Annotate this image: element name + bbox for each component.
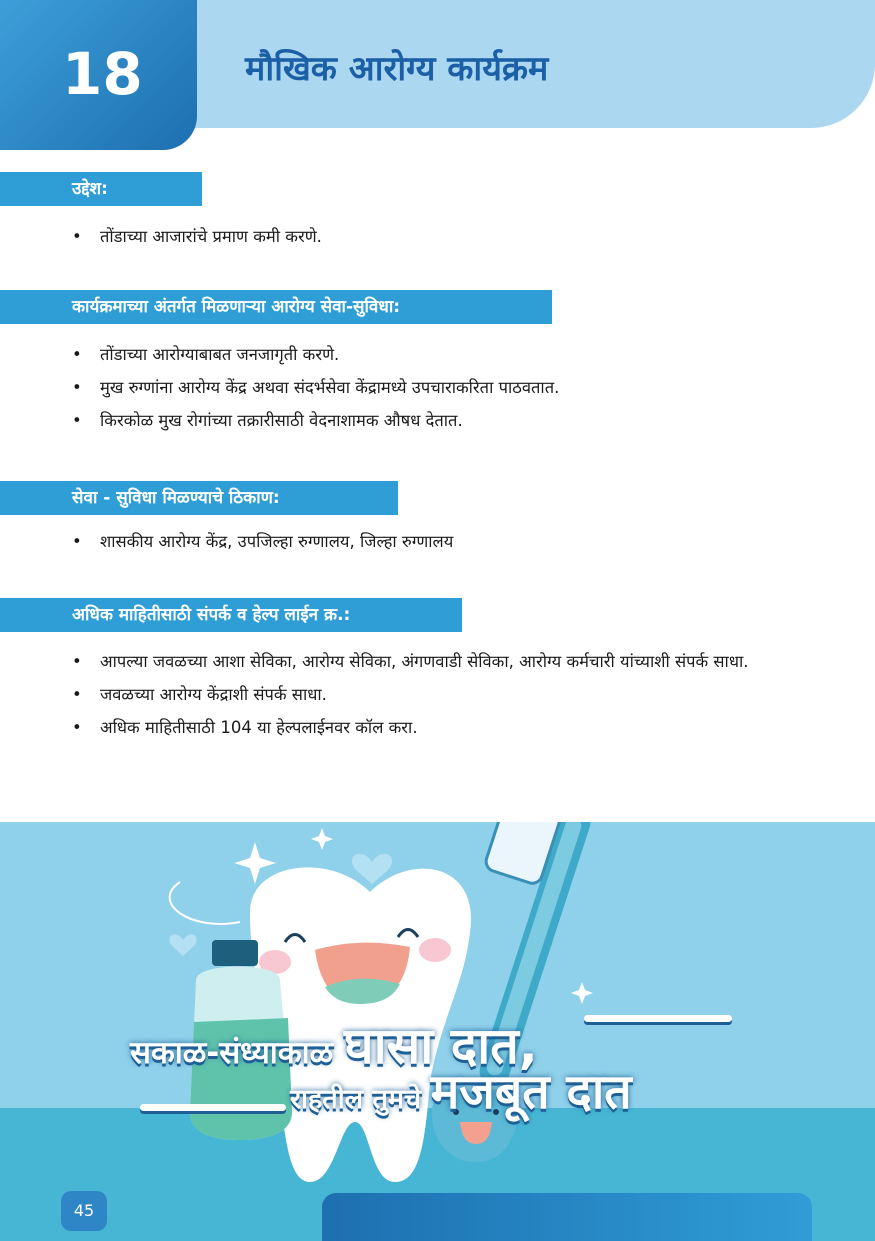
slogan-dash — [140, 1104, 286, 1111]
heart-icon — [169, 934, 196, 956]
objective-list — [72, 220, 832, 253]
section-label-objective: उद्देश: — [0, 172, 202, 206]
chapter-number-box — [0, 0, 197, 150]
services-list — [72, 338, 832, 437]
list-item: • तोंडाच्या आरोग्याबाबत जनजागृती करणे. — [72, 338, 832, 371]
list-item: • अधिक माहितीसाठी 104 या हेल्पलाईनवर कॉल करा. — [72, 711, 832, 744]
page-number: 45 — [61, 1191, 107, 1231]
slogan-line-2-big: मजबूत दात — [430, 1064, 632, 1120]
slogan-line-1-big: घासा दात, — [344, 1017, 538, 1075]
list-item: • शासकीय आरोग्य केंद्र, उपजिल्हा रुग्णालय, जिल्हा रुग्णालय — [72, 525, 832, 558]
section-label-contact: अधिक माहितीसाठी संपर्क व हेल्प लाईन क्र.: — [0, 598, 462, 632]
heart-icon — [352, 854, 392, 884]
footer-tab — [322, 1193, 812, 1241]
list-item: • आपल्या जवळच्या आशा सेविका, आरोग्य सेविका, अंगणवाडी सेविका, आरोग्य कर्मचारी यांच्याशी संपर्क साधा. — [72, 645, 832, 678]
list-item: • तोंडाच्या आजारांचे प्रमाण कमी करणे. — [72, 220, 832, 253]
list-item: • जवळच्या आरोग्य केंद्राशी संपर्क साधा. — [72, 678, 832, 711]
places-list — [72, 525, 832, 558]
section-label-services: कार्यक्रमाच्या अंतर्गत मिळणाऱ्या आरोग्य सेवा-सुविधा: — [0, 290, 552, 324]
slogan-line-1-small: सकाळ-संध्याकाळ — [130, 1035, 334, 1071]
list-item: • किरकोळ मुख रोगांच्या तक्रारीसाठी वेदनाशामक औषध देतात. — [72, 404, 832, 437]
section-label-places: सेवा - सुविधा मिळण्याचे ठिकाण: — [0, 481, 398, 515]
slogan-line-2 — [290, 1058, 632, 1123]
list-item: • मुख रुग्णांना आरोग्य केंद्र अथवा संदर्भसेवा केंद्रामध्ये उपचाराकरिता पाठवतात. — [72, 371, 832, 404]
chapter-number: 18 — [62, 40, 143, 108]
page-title: मौखिक आरोग्य कार्यक्रम — [245, 49, 549, 89]
slogan-dash — [584, 1015, 732, 1022]
contact-list — [72, 645, 832, 744]
slogan-line-2-small: राहतील तुमचे — [290, 1084, 422, 1115]
